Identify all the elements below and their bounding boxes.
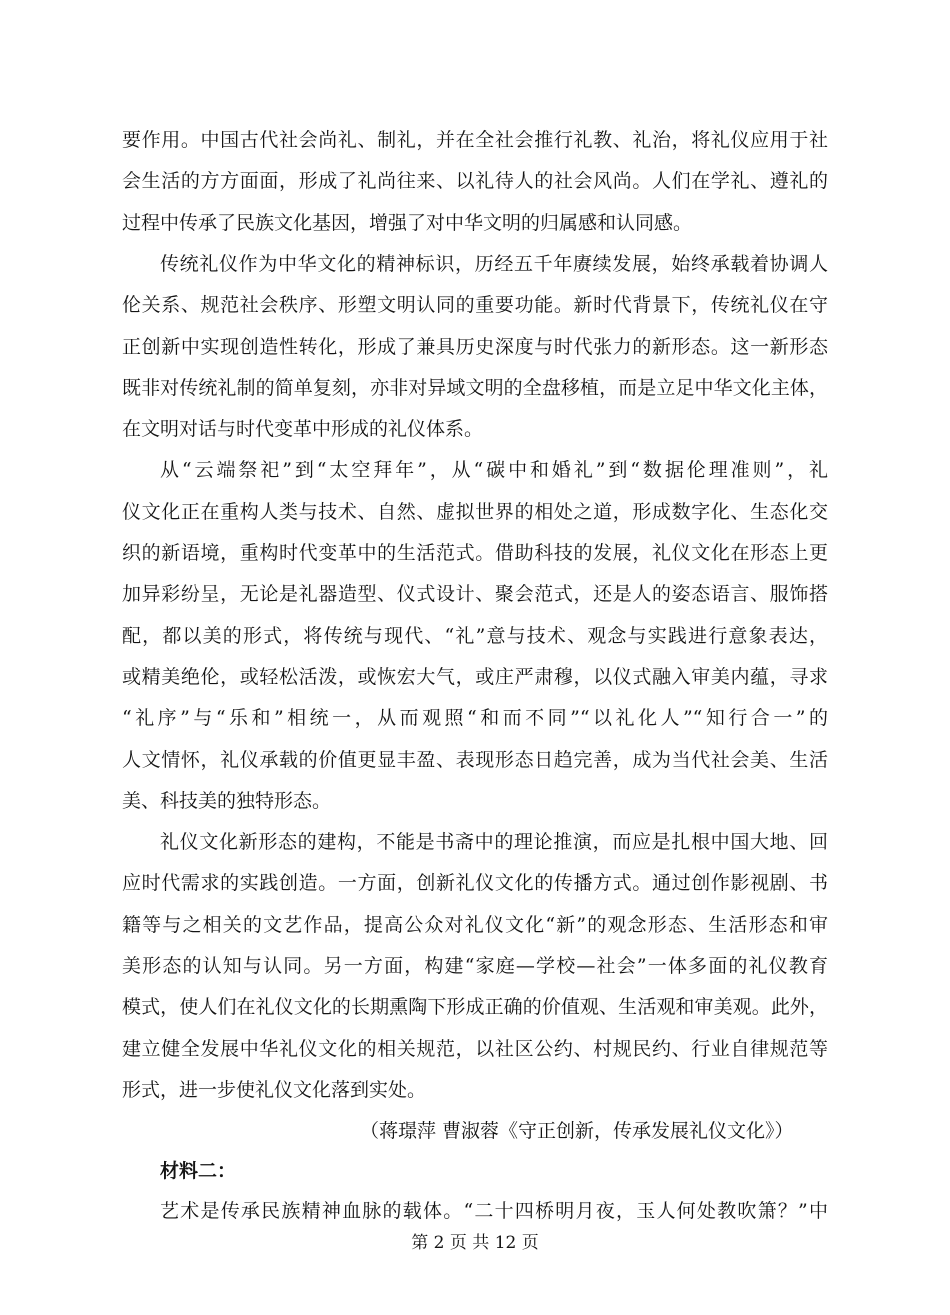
material-text-line: 艺术是传承民族精神血脉的载体。“二十四桥明月夜，玉人何处教吹箫？”中: [160, 1200, 828, 1222]
text-line: 在文明对话与时代变革中形成的礼仪体系。: [122, 418, 484, 440]
text-line: 正创新中实现创造性转化，形成了兼具历史深度与时代张力的新形态。这一新形态: [122, 336, 828, 358]
text-line: 织的新语境，重构时代变革中的生活范式。借助科技的发展，礼仪文化在形态上更: [122, 542, 828, 564]
text-line: 籍等与之相关的文艺作品，提高公众对礼仪文化“新”的观念形态、生活形态和审: [122, 914, 828, 936]
page-footer: 第 2 页 共 12 页: [411, 1233, 539, 1253]
text-line: 仪文化正在重构人类与技术、自然、虚拟世界的相处之道，形成数字化、生态化交: [122, 501, 828, 523]
text-line: 美形态的认知与认同。另一方面，构建“家庭—学校—社会”一体多面的礼仪教育: [122, 955, 828, 977]
text-line: 过程中传承了民族文化基因，增强了对中华文明的归属感和认同感。: [122, 212, 693, 234]
text-line: 形式，进一步使礼仪文化落到实处。: [122, 1079, 427, 1101]
text-line: 应时代需求的实践创造。一方面，创新礼仪文化的传播方式。通过创作影视剧、书: [122, 872, 828, 894]
text-line: 礼仪文化新形态的建构，不能是书斋中的理论推演，而应是扎根中国大地、回: [160, 831, 828, 853]
text-line: 伦关系、规范社会秩序、形塑文明认同的重要功能。新时代背景下，传统礼仪在守: [122, 294, 828, 316]
text-line: 加异彩纷呈，无论是礼器造型、仪式设计、聚会范式，还是人的姿态语言、服饰搭: [122, 583, 828, 605]
material-heading: 材料二：: [160, 1160, 237, 1182]
text-line: 模式，使人们在礼仪文化的长期熏陶下形成正确的价值观、生活观和审美观。此外，: [122, 996, 828, 1018]
text-line: 人文情怀，礼仪承载的价值更显丰盈、表现形态日趋完善，成为当代社会美、生活: [122, 749, 828, 771]
text-line: “礼序”与“乐和”相统一，从而观照“和而不同”“以礼化人”“知行合一”的: [122, 707, 828, 729]
text-line: 从“云端祭祀”到“太空拜年”，从“碳中和婚礼”到“数据伦理准则”，礼: [160, 459, 828, 481]
text-line: 传统礼仪作为中华文化的精神标识，历经五千年赓续发展，始终承载着协调人: [160, 253, 828, 275]
text-line: 会生活的方方面面，形成了礼尚往来、以礼待人的社会风尚。人们在学礼、遵礼的: [122, 170, 828, 192]
text-line: 或精美绝伦，或轻松活泼，或恢宏大气，或庄严肃穆，以仪式融入审美内蕴，寻求: [122, 666, 828, 688]
text-line: 既非对传统礼制的简单复刻，亦非对异域文明的全盘移植，而是立足中华文化主体，: [122, 377, 828, 399]
text-line: 配，都以美的形式，将传统与现代、“礼”意与技术、观念与实践进行意象表达，: [122, 625, 828, 647]
citation: （蒋璟萍 曹淑蓉《守正创新，传承发展礼仪文化》）: [360, 1120, 794, 1142]
text-line: 建立健全发展中华礼仪文化的相关规范，以社区公约、村规民约、行业自律规范等: [122, 1038, 828, 1060]
text-line: 要作用。中国古代社会尚礼、制礼，并在全社会推行礼教、礼治，将礼仪应用于社: [122, 129, 828, 151]
text-line: 美、科技美的独特形态。: [122, 790, 332, 812]
